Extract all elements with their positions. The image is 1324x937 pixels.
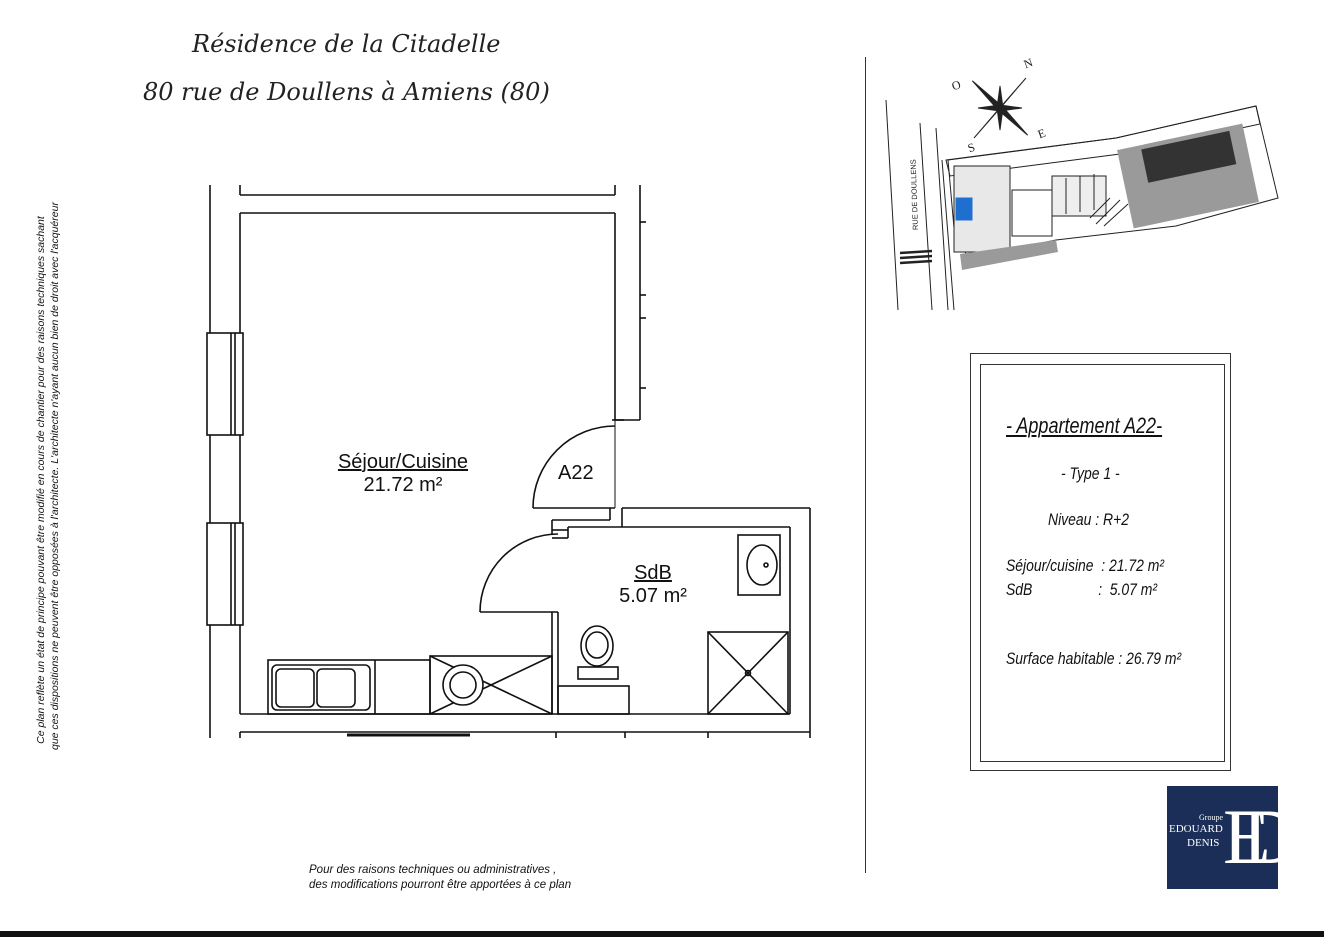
sejour-area: 21.72 m²: [363, 474, 443, 496]
street-name: RUE DE DOULLENS: [908, 159, 920, 231]
sdb-name: SdB: [634, 562, 672, 584]
info-sejour: Séjour/cuisine : 21.72 m²: [1006, 556, 1165, 575]
compass-o: O: [949, 77, 963, 94]
info-title: - Appartement A22-: [1006, 413, 1163, 438]
footer-line-2: des modifications pourront être apportées à ce plan: [309, 879, 572, 891]
logo-edouard: EDOUARD: [1169, 823, 1223, 835]
info-niveau: Niveau : R+2: [1048, 510, 1129, 529]
residence-title: Résidence de la Citadelle: [192, 30, 501, 58]
edouard-denis-logo: [1167, 786, 1278, 889]
compass-s: S: [965, 139, 977, 156]
info-type: - Type 1 -: [1061, 464, 1120, 483]
logo-groupe: Groupe: [1199, 813, 1223, 822]
info-sdb: SdB : 5.07 m²: [1006, 580, 1158, 599]
sejour-label: [330, 451, 476, 497]
compass-n: N: [1021, 55, 1035, 72]
footer-line-1: Pour des raisons techniques ou administratives ,: [309, 864, 557, 876]
sdb-area: 5.07 m²: [619, 585, 687, 607]
compass-e: E: [1035, 125, 1048, 142]
site-plan: [876, 48, 1286, 318]
bottom-border: [0, 931, 1324, 937]
logo-letters: [1223, 794, 1271, 880]
disclaimer-line-1: Ce plan reflète un état de principe pouvant être modifié en cours de chantier pour des raisons techniques sachant: [35, 216, 47, 744]
disclaimer-line-2: que ces dispositions ne peuvent être opposées à l'architecte. L'architecte n'ayant aucun bien de droit avec l'acquéreur: [49, 202, 61, 750]
logo-denis: DENIS: [1187, 837, 1220, 849]
footer-note: [309, 863, 571, 893]
logo-letters-text: ED: [1223, 793, 1271, 880]
apartment-tag: A22: [558, 462, 594, 484]
sejour-name: Séjour/Cuisine: [337, 451, 469, 473]
vertical-separator: [865, 57, 866, 873]
address-title: 80 rue de Doullens à Amiens (80): [143, 78, 550, 106]
info-surface: Surface habitable : 26.79 m²: [1006, 649, 1182, 668]
sdb-label: [612, 562, 694, 608]
